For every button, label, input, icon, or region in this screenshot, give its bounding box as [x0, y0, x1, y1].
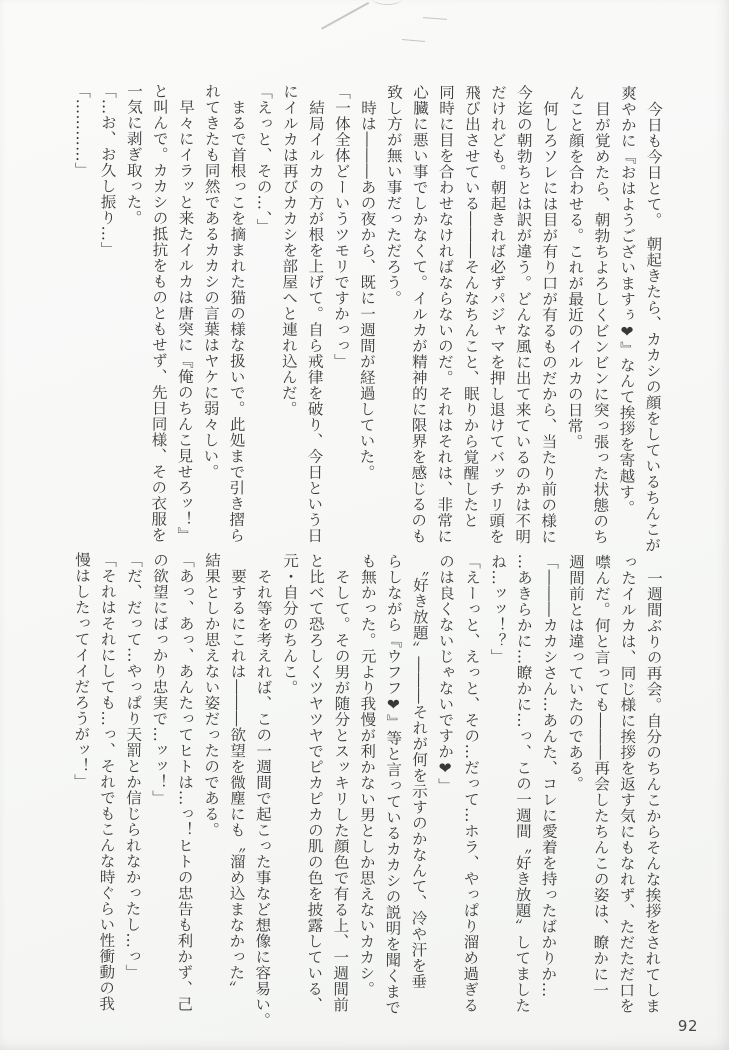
text-line: 噤んだ。何と言っても―――再会したちんこの姿は、瞭かに一: [591, 553, 612, 998]
text-line: 「―――カカシさん…あんた、コレに愛着を持ったばかりか…: [539, 553, 560, 998]
text-line: と比べて恐ろしくツヤツヤでピカピカの肌の色を披露している、: [305, 552, 326, 1013]
text-line: それ等を考えれば、この一週間で起こった事など想像に容易い。: [252, 552, 274, 1029]
text-line: 一気に剥ぎ取った。: [124, 82, 144, 226]
text-line: 「えっと、その…、」: [254, 83, 274, 235]
text-line: 今日も今日とて。 朝起きたら、カカシの顔をしているちんこが: [643, 85, 664, 554]
pencil-stroke-artifact: [321, 2, 369, 30]
text-line: ったイルカは、同じ様に挨拶を返す気にもなれず、ただただ口を: [617, 554, 638, 1014]
text-line: 〝好き放題〟―――それが何を示すのかなんて、冷や汗を垂: [409, 553, 430, 990]
text-line: 元・自分のちんこ。: [280, 552, 300, 696]
text-line: 「あっ、あっ、あんたってヒトは…っ！ヒトの忠告も利かず、己: [175, 552, 196, 1012]
text-line: 今迄の朝勃ちとは訳が違う。どんな風に出て来ているのかは不明: [513, 84, 534, 545]
text-line: と叫んで。カカシの抵抗をものともせず、先日同様、その衣服を: [149, 83, 170, 543]
text-line: れてきたも同然であるカカシの言葉はヤケに弱々しい。: [201, 83, 222, 480]
page-number: 92: [677, 1017, 698, 1035]
pencil-curve-artifact: [372, 0, 402, 5]
text-line: 「だ、だって…やっぱり天罰とか信じられなかったし…っ」: [123, 551, 144, 980]
vertical-text-block-top: [67, 83, 667, 578]
text-line: 目が覚めたら、朝勃ちよろしくビンビンに突っ張った状態のち: [591, 84, 612, 545]
text-line: …あきらかに…瞭かに…っ、この一週間〝好き放題〟してました: [513, 553, 534, 1014]
text-line: 同時に目を合わせなければならないのだ。それはそれは、非常に: [435, 84, 456, 545]
text-line: 致し方が無い事だっただろう。: [384, 84, 404, 307]
text-line: そして。その男が随分とスッキリした顔色で有る上、一週間前: [331, 552, 352, 1013]
text-line: も無かった。元より我慢が利かない男としか思えないカカシ。: [357, 552, 378, 997]
text-line: だけれども。朝起きれば必ずパジャマを押し退けてバッチリ頭を: [487, 84, 508, 545]
text-line: 要するにこれは―――欲望を微塵にも〝溜め込まなかった〟: [227, 552, 248, 997]
text-line: まるで首根っこを摘まれた猫の様な扱いで。此処まで引き摺ら: [227, 83, 248, 544]
text-line: にイルカは再びカカシを部屋へと連れ込んだ。: [279, 83, 300, 417]
text-line: らしながら『ウフフ❤』等と言っているカカシの説明を聞くまで: [383, 553, 404, 1016]
text-line: のは良くないじゃないですか❤」: [436, 553, 456, 794]
text-line: 何しろソレには目が有り口が有るものだから、当たり前の様に: [539, 84, 560, 545]
text-line: 飛び出させている―――そんなちんこと、眠りから覚醒したと: [461, 84, 482, 529]
text-line: 週間前とは違っていたのである。: [566, 553, 586, 792]
text-line: 爽やかに『おはようございますぅ❤』なんて挨拶を寄越す。: [617, 85, 638, 516]
text-line: 「えーっと、えっと、その…だって…ホラ、やっぱり溜め過ぎる: [461, 553, 482, 1014]
text-line: 「…お、お久し振り…」: [98, 82, 118, 258]
vertical-text-block-bottom: [67, 552, 667, 1047]
pencil-dash-artifact: [402, 39, 425, 42]
text-line: 「一体全体どーいうツモリですかっっ」: [331, 83, 352, 370]
text-line: 一週間ぶりの再会。自分のちんこからそんな挨拶をされてしま: [643, 554, 664, 1014]
text-line: 結果としか思えない姿だったのである。: [201, 552, 222, 838]
text-line: 「それはそれにしても…っ、それでもこんな時ぐらい性衝動の我: [97, 551, 118, 1012]
text-line: 時は―――あの夜から、既に一週間が経過していた。: [357, 83, 378, 481]
text-line: んこと顔を合わせる。これが最近のイルカの日常。: [565, 84, 586, 450]
text-line: ね…ッッ！？」: [488, 553, 508, 665]
pencil-dash-artifact: [423, 17, 447, 20]
text-line: 結局イルカの方が根を上げて。自ら戒律を破り、今日という日: [305, 83, 326, 544]
text-line: 「…………」: [72, 82, 92, 178]
text-line: 慢はしたってイイだろうがッ！」: [72, 551, 92, 790]
text-line: の欲望にばっかり忠実で…ッッ！」: [149, 552, 170, 806]
text-line: 心臓に悪い事でしかなくて。イルカが精神的に限界を感じるのも: [409, 84, 430, 544]
text-line: 早々にイラッと来たイルカは唐突に『俺のちんこ見せろッ！』: [175, 83, 196, 543]
